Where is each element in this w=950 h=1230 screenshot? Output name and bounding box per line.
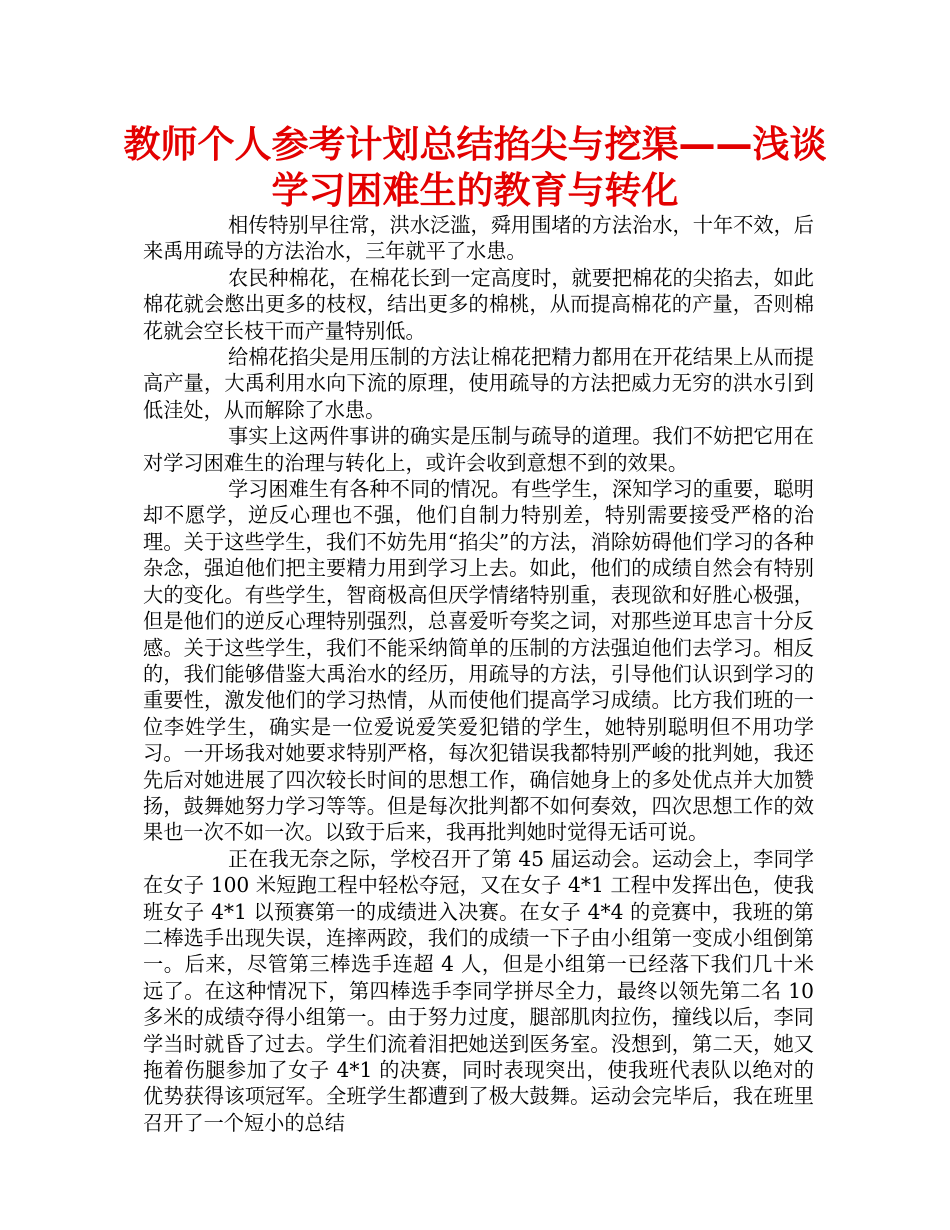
paragraph-4: 事实上这两件事讲的确实是压制与疏导的道理。我们不妨把它用在对学习困难生的治理与转化上，或许会收到意想不到的效果。 bbox=[143, 424, 814, 475]
paragraph-5: 学习困难生有各种不同的情况。有些学生，深知学习的重要，聪明却不愿学，逆反心理也不强，他们自制力特别差，特别需要接受严格的治理。关于这些学生，我们不妨先用“掐尖”的方法，消除妨碍他们学习的各种杂念，强迫他们把主要精力用到学习上去。如此，他们的成绩自然会有特别大的变化。有些学生，智商极高但厌学情绪特别重，表现欲和好胜心极强，但是他们的逆反心理特别强烈，总喜爱听夸奖之词，对那些逆耳忠言十分反感。关于这些学生，我们不能采纳简单的压制的方法强迫他们去学习。相反的，我们能够借鉴大禹治水的经历，用疏导的方法，引导他们认识到学习的重要性，激发他们的学习热情，从而使他们提高学习成绩。比方我们班的一位李姓学生，确实是一位爱说爱笑爱犯错的学生，她特别聪明但不用功学习。一开场我对她要求特别严格，每次犯错误我都特别严峻的批判她，我还先后对她进展了四次较长时间的思想工作，确信她身上的多处优点并大加赞扬，鼓舞她努力学习等等。但是每次批判都不如何奏效，四次思想工作的效果也一次不如一次。以致于后来，我再批判她时觉得无话可说。 bbox=[143, 477, 814, 845]
paragraph-6: 正在我无奈之际，学校召开了第 45 届运动会。运动会上，李同学在女子 100 米短跑工程中轻松夺冠，又在女子 4*1 工程中发挥出色，使我班女子 4*1 以预赛第一的成绩进入决赛。在女子 4*4 的竞赛中，我班的第二棒选手出现失误，连摔两跤，我们的成绩一下子由小组第一变成小组倒第一。后来，尽管第三棒选手连超 4 人，但是小组第一已经落下我们几十米远了。在这种情况下，第四棒选手李同学拼尽全力，最终以领先第二名 10 多米的成绩夺得小组第一。由于努力过度，腿部肌肉拉伤，撞线以后，李同学当时就昏了过去。学生们流着泪把她送到医务室。没想到，第二天，她又拖着伤腿参加了女子 4*1 的决赛，同时表现突出，使我班代表队以绝对的优势获得该项冠军。全班学生都遭到了极大鼓舞。运动会完毕后，我在班里召开了一个短小的总结 bbox=[143, 846, 814, 1135]
document-body bbox=[143, 212, 814, 1136]
paragraph-3: 给棉花掐尖是用压制的方法让棉花把精力都用在开花结果上从而提高产量，大禹利用水向下流的原理，使用疏导的方法把威力无穷的洪水引到低洼处，从而解除了水患。 bbox=[143, 345, 814, 422]
paragraph-1: 相传特别早往常，洪水泛滥，舜用围堵的方法治水，十年不效，后来禹用疏导的方法治水，三年就平了水患。 bbox=[143, 213, 814, 264]
document-title: 教师个人参考计划总结掐尖与挖渠——浅谈学习困难生的教育与转化 bbox=[123, 123, 827, 212]
paragraph-2: 农民种棉花，在棉花长到一定高度时，就要把棉花的尖掐去，如此棉花就会憋出更多的枝杈，结出更多的棉桃，从而提高棉花的产量，否则棉花就会空长枝干而产量特别低。 bbox=[143, 265, 814, 343]
